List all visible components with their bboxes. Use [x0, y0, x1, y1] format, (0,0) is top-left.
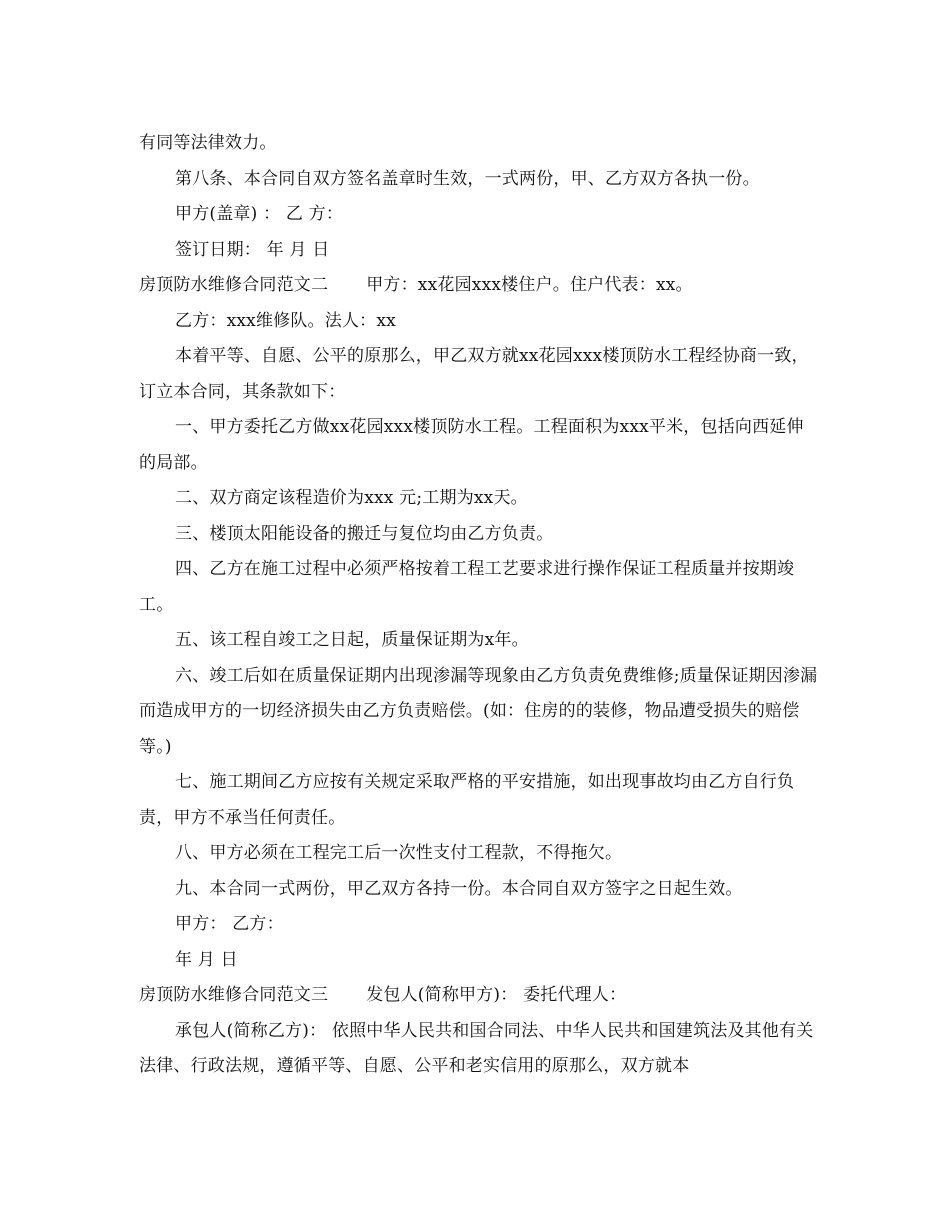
document-body — [139, 126, 819, 1085]
party-b-line: 乙方：xxx维修队。法人：xx — [175, 310, 396, 331]
date-line: 年 月 日 — [175, 949, 238, 970]
clause-1: 一、甲方委托乙方做xx花园xxx楼顶防水工程。工程面积为xxx平米，包括向西延伸的局部。 — [139, 417, 804, 473]
clause-6: 六、竣工后如在质量保证期内出现渗漏等现象由乙方负责免费维修;质量保证期因渗漏而造成甲方的一切经济损失由乙方负责赔偿。(如：住房的的装修，物品遭受损失的赔偿等。) — [139, 665, 818, 757]
paragraph-continuation: 有同等法律效力。 — [139, 133, 277, 153]
preamble: 本着平等、自愿、公平的原那么，甲乙双方就xx花园xxx楼顶防水工程经协商一致，订立本合同，其条款如下： — [139, 346, 809, 402]
article-8: 第八条、本合同自双方签名盖章时生效，一式两份，甲、乙方双方各执一份。 — [175, 168, 760, 189]
signature-line: 甲方： 乙方： — [175, 914, 284, 934]
section-3-title: 房顶防水维修合同范文三 — [139, 985, 329, 1005]
clause-2: 二、双方商定该程造价为xxx 元;工期为xx天。 — [175, 488, 528, 508]
section-3-heading — [139, 978, 819, 1014]
clause-9: 九、本合同一式两份，甲乙双方各持一份。本合同自双方签字之日起生效。 — [175, 878, 743, 899]
clause-5: 五、该工程自竣工之日起，质量保证期为x年。 — [175, 630, 529, 650]
section-2-intro: 甲方：xx花园xxx楼住户。住户代表：xx。 — [366, 275, 693, 295]
clause-7: 七、施工期间乙方应按有关规定采取严格的平安措施，如出现事故均由乙方自行负责，甲方不承当任何责任。 — [139, 772, 795, 828]
clause-8: 八、甲方必须在工程完工后一次性支付工程款，不得拖欠。 — [175, 843, 623, 863]
clause-4: 四、乙方在施工过程中必须严格按着工程工艺要求进行操作保证工程质量并按期竣工。 — [139, 559, 795, 615]
section-3-intro: 发包人(简称甲方)： 委托代理人： — [366, 985, 627, 1005]
clause-3: 三、楼顶太阳能设备的搬迁与复位均由乙方负责。 — [175, 523, 554, 544]
sign-date-line: 签订日期： 年 月 日 — [175, 239, 330, 260]
section-2-heading — [139, 268, 819, 304]
contractor-line: 承包人(简称乙方)： 依照中华人民共和国合同法、中华人民共和国建筑法及其他有关法律、行政法规，遵循平等、自愿、公平和老实信用的原那么，双方就本 — [139, 1020, 814, 1076]
section-2-title: 房顶防水维修合同范文二 — [139, 275, 329, 295]
party-a-seal-line: 甲方(盖章) ： 乙 方： — [175, 204, 344, 224]
